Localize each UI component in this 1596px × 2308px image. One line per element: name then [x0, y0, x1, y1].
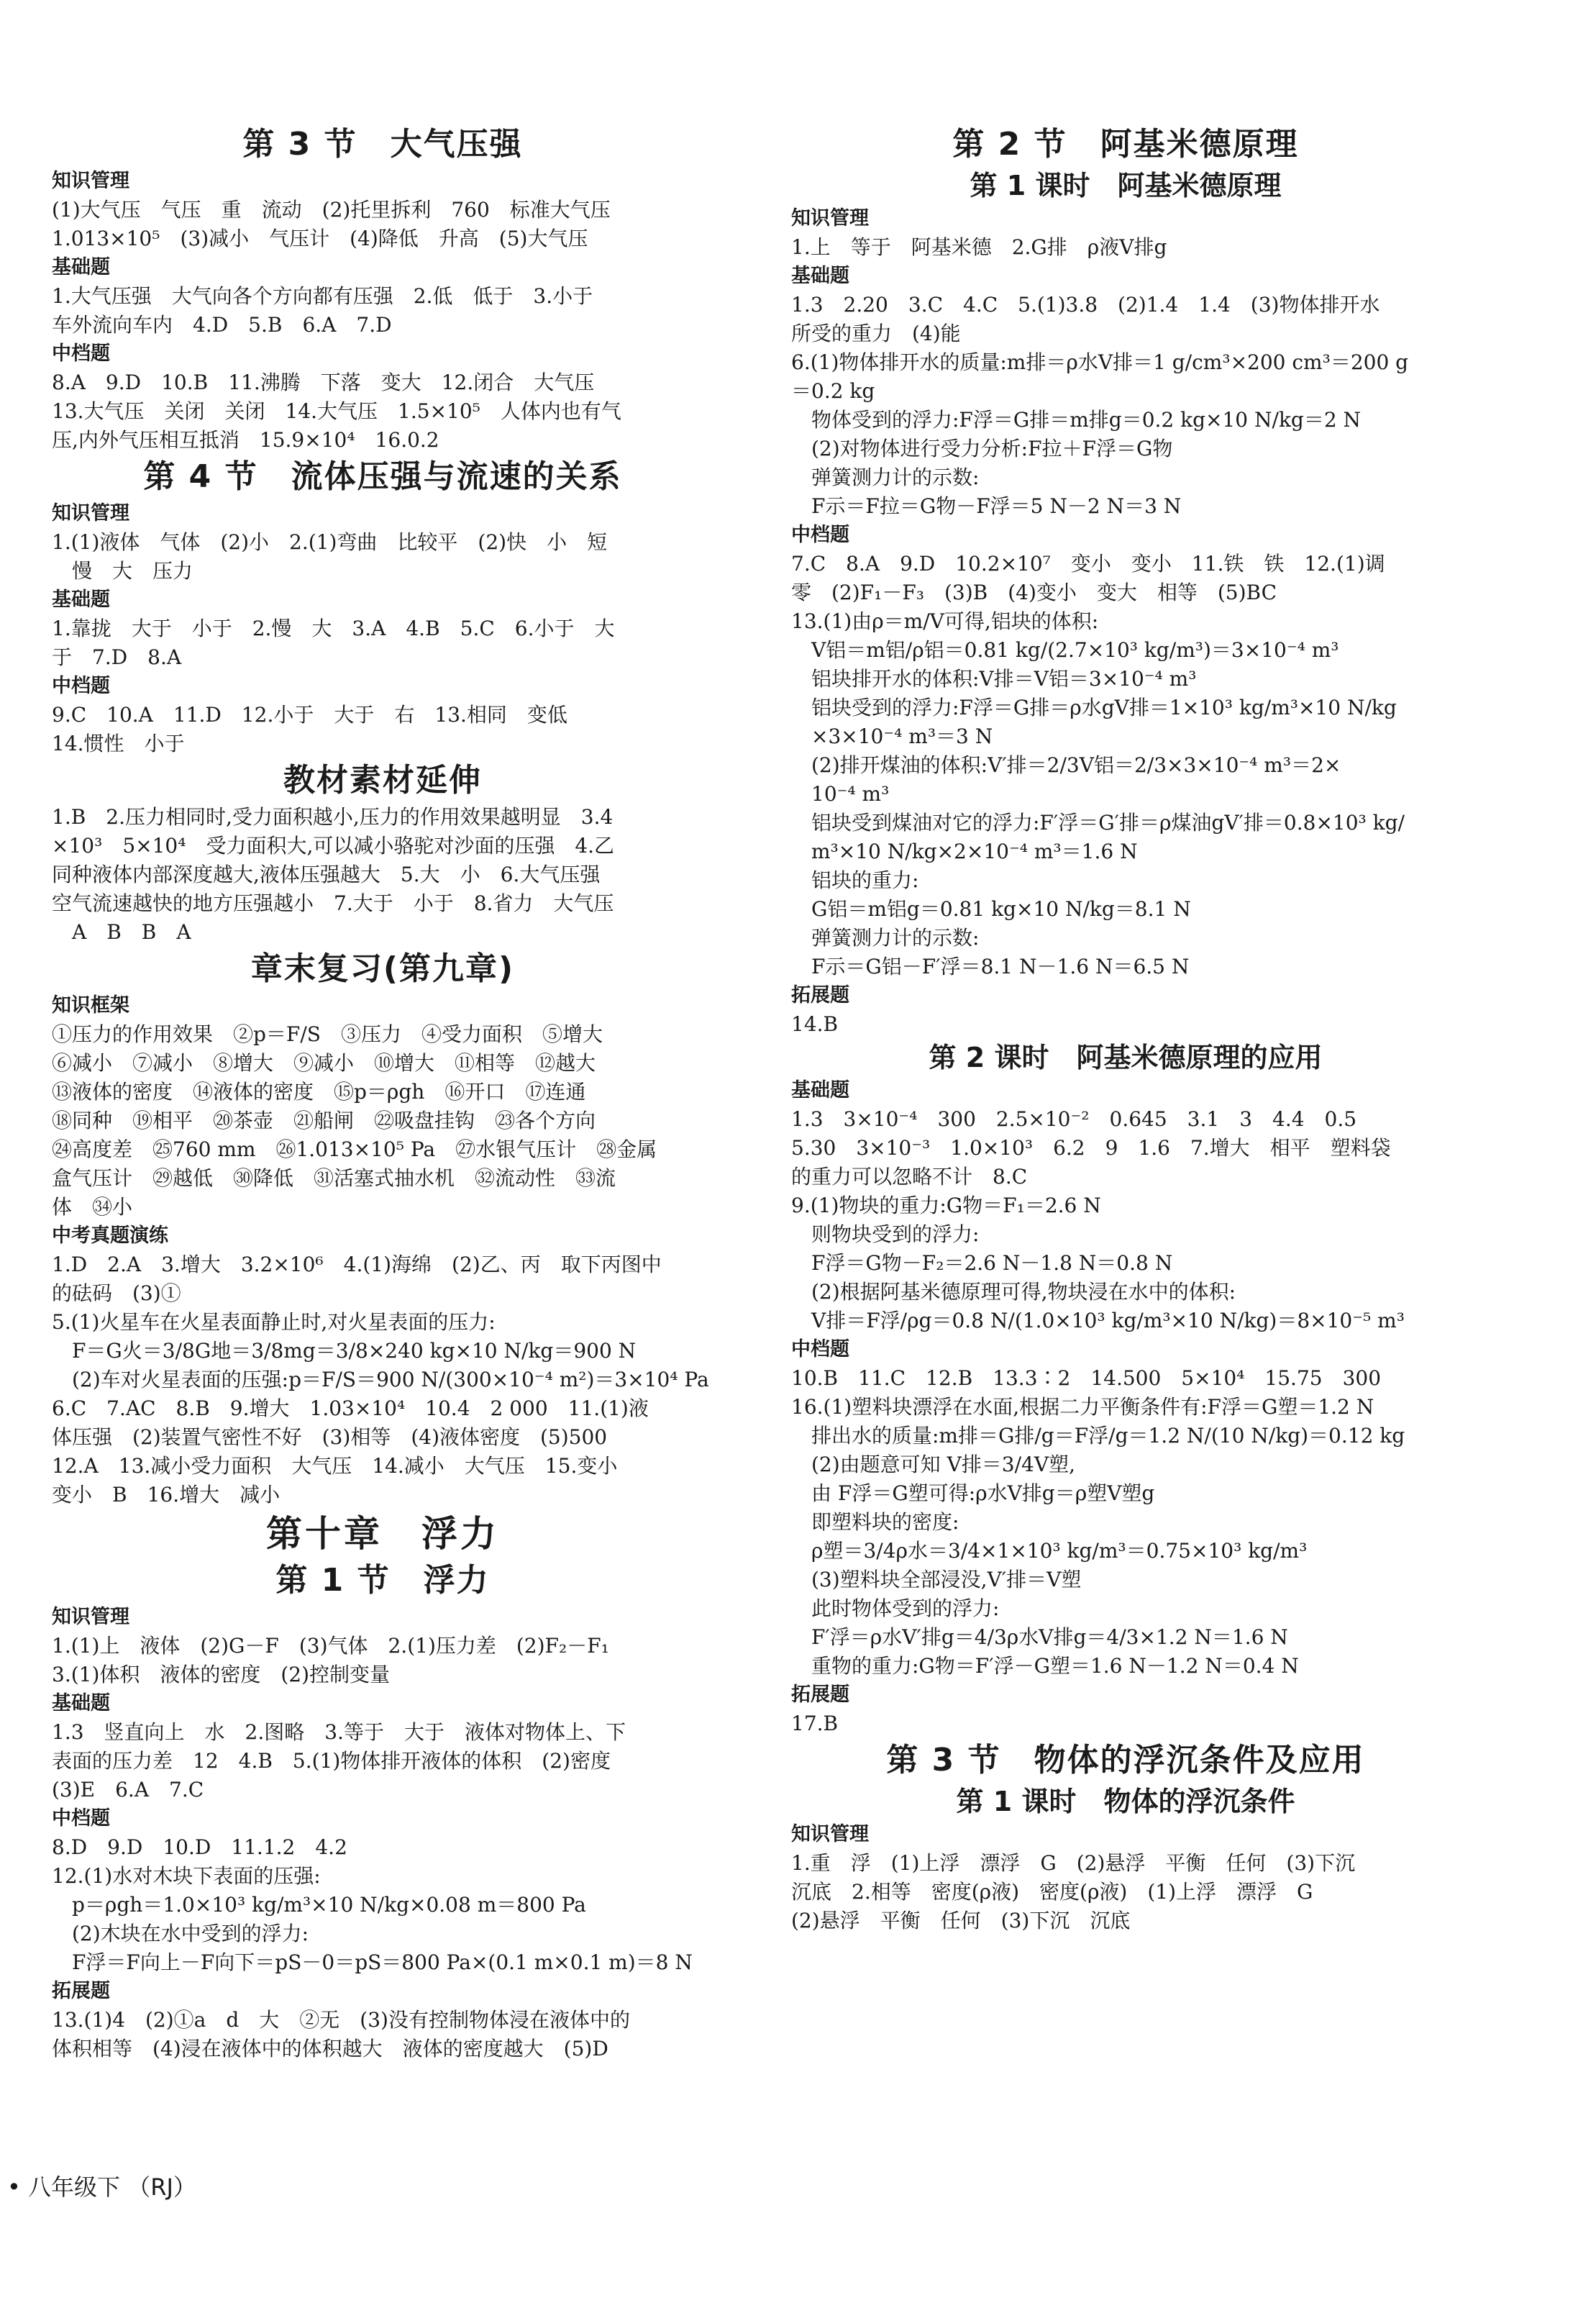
- answer-line: 1.D 2.A 3.增大 3.2×10⁶ 4.(1)海绵 (2)乙、丙 取下丙图中: [52, 1253, 662, 1276]
- answer-line: ①压力的作用效果 ②p＝F/S ③压力 ④受力面积 ⑤增大: [52, 1022, 603, 1046]
- answer-line: 3.(1)体积 液体的密度 (2)控制变量: [52, 1663, 391, 1686]
- answer-line: 物体受到的浮力:F浮＝G排＝m排g＝0.2 kg×10 N/kg＝2 N: [791, 408, 1362, 432]
- lesson-heading: 第 2 课时 阿基米德原理的应用: [929, 1042, 1323, 1073]
- category-label: 基础题: [791, 1079, 849, 1101]
- chapter-heading: 第十章 浮力: [266, 1513, 499, 1555]
- answer-line: V铝＝m铝/ρ铝＝0.81 kg/(2.7×10³ kg/m³)＝3×10⁻⁴ m³: [791, 638, 1339, 662]
- answer-line: 弹簧测力计的示数:: [791, 465, 980, 489]
- answer-line: 铝块受到的浮力:F浮＝G排＝ρ水gV排＝1×10³ kg/m³×10 N/kg: [791, 696, 1397, 719]
- answer-line: 1.(1)上 液体 (2)G－F (3)气体 2.(1)压力差 (2)F₂－F₁: [52, 1634, 609, 1658]
- answer-line: 铝块的重力:: [791, 868, 919, 892]
- answer-line: (2)根据阿基米德原理可得,物块浸在水中的体积:: [791, 1280, 1236, 1304]
- answer-line: 弹簧测力计的示数:: [791, 926, 980, 950]
- answer-line: (2)悬浮 平衡 任何 (3)下沉 沉底: [791, 1909, 1131, 1932]
- answer-line: ⑬液体的密度 ⑭液体的密度 ⑮p＝ρgh ⑯开口 ⑰连通: [52, 1080, 586, 1104]
- category-label: 知识管理: [791, 1823, 869, 1845]
- answer-line: 于 7.D 8.A: [52, 645, 182, 669]
- section-heading: 章末复习(第九章): [250, 950, 515, 987]
- answer-line: 13.(1)4 (2)①a d 大 ②无 (3)没有控制物体浸在液体中的: [52, 2008, 630, 2032]
- section-heading: 第 3 节 物体的浮沉条件及应用: [886, 1742, 1365, 1778]
- left-column: [52, 122, 713, 2063]
- answer-line: 体 ㉞小: [52, 1195, 133, 1219]
- page-footer: • 八年级下 （RJ）: [7, 2173, 196, 2201]
- answer-line: 1.(1)液体 气体 (2)小 2.(1)弯曲 比较平 (2)快 小 短: [52, 530, 608, 554]
- answer-line: (3)塑料块全部浸没,V′排＝V塑: [791, 1568, 1082, 1591]
- answer-line: ＝0.2 kg: [791, 379, 875, 403]
- answer-line: ⑱同种 ⑲相平 ⑳茶壶 ㉑船闸 ㉒吸盘挂钩 ㉓各个方向: [52, 1109, 596, 1132]
- answer-line: 体积相等 (4)浸在液体中的体积越大 液体的密度越大 (5)D: [52, 2037, 608, 2061]
- category-label: 知识框架: [52, 994, 129, 1017]
- section-heading: 第 3 节 大气压强: [242, 126, 523, 163]
- category-label: 中档题: [52, 342, 110, 365]
- category-label: 基础题: [52, 589, 110, 611]
- category-label: 中档题: [52, 675, 110, 697]
- answer-line: 变小 B 16.增大 减小: [52, 1483, 281, 1507]
- category-label: 基础题: [52, 1692, 110, 1714]
- answer-line: p＝ρgh＝1.0×10³ kg/m³×10 N/kg×0.08 m＝800 Pa: [52, 1893, 586, 1917]
- answer-line: F示＝F拉＝G物－F浮＝5 N－2 N＝3 N: [791, 494, 1182, 518]
- answer-line: ⑥减小 ⑦减小 ⑧增大 ⑨减小 ⑩增大 ⑪相等 ⑫越大: [52, 1051, 596, 1075]
- answer-line: (2)排开煤油的体积:V′排＝2/3V铝＝2/3×3×10⁻⁴ m³＝2×: [791, 753, 1341, 777]
- answer-line: F′浮＝ρ水V′排g＝4/3ρ水V排g＝4/3×1.2 N＝1.6 N: [791, 1625, 1288, 1649]
- answer-line: 同种液体内部深度越大,液体压强越大 5.大 小 6.大气压强: [52, 863, 601, 886]
- section-heading: 教材素材延伸: [283, 762, 482, 799]
- answer-line: 即塑料块的密度:: [791, 1510, 959, 1534]
- category-label: 中考真题演练: [52, 1225, 168, 1247]
- answer-line: 重物的重力:G物＝F′浮－G塑＝1.6 N－1.2 N＝0.4 N: [791, 1654, 1299, 1678]
- answer-line: 铝块排开水的体积:V排＝V铝＝3×10⁻⁴ m³: [791, 667, 1197, 691]
- lesson-heading: 第 1 课时 阿基米德原理: [970, 170, 1282, 201]
- category-label: 知识管理: [52, 1606, 129, 1628]
- answer-line: 10⁻⁴ m³: [791, 782, 890, 806]
- section-heading: 第 4 节 流体压强与流速的关系: [143, 458, 622, 495]
- answer-line: 零 (2)F₁－F₃ (3)B (4)变小 变大 相等 (5)BC: [791, 581, 1277, 604]
- right-column: [791, 122, 1460, 1935]
- category-label: 中档题: [52, 1807, 110, 1830]
- answer-line: 1.B 2.压力相同时,受力面积越小,压力的作用效果越明显 3.4: [52, 805, 614, 829]
- answer-line: G铝＝m铝g＝0.81 kg×10 N/kg＝8.1 N: [791, 897, 1191, 921]
- answer-line: (2)木块在水中受到的浮力:: [52, 1922, 309, 1945]
- answer-line: 9.C 10.A 11.D 12.小于 大于 右 13.相同 变低: [52, 703, 567, 727]
- answer-line: 13.大气压 关闭 关闭 14.大气压 1.5×10⁵ 人体内也有气: [52, 399, 621, 423]
- answer-line: 6.(1)物体排开水的质量:m排＝ρ水V排＝1 g/cm³×200 cm³＝200 g: [791, 350, 1409, 374]
- answer-line: 的砝码 (3)①: [52, 1281, 181, 1305]
- answer-line: 1.重 浮 (1)上浮 漂浮 G (2)悬浮 平衡 任何 (3)下沉: [791, 1851, 1356, 1875]
- answer-line: F示＝G铝－F′浮＝8.1 N－1.6 N＝6.5 N: [791, 955, 1190, 978]
- answer-line: A B B A: [52, 920, 191, 944]
- answer-line: 表面的压力差 12 4.B 5.(1)物体排开液体的体积 (2)密度: [52, 1749, 611, 1773]
- answer-line: m³×10 N/kg×2×10⁻⁴ m³＝1.6 N: [791, 840, 1138, 863]
- answer-line: ㉔高度差 ㉕760 mm ㉖1.013×10⁵ Pa ㉗水银气压计 ㉘金属: [52, 1137, 657, 1161]
- answer-line: 慢 大 压力: [52, 559, 193, 583]
- lesson-heading: 第 1 课时 物体的浮沉条件: [956, 1786, 1295, 1817]
- answer-line: 体压强 (2)装置气密性不好 (3)相等 (4)液体密度 (5)500: [52, 1425, 608, 1449]
- answer-line: 所受的重力 (4)能: [791, 322, 961, 345]
- answer-line: 13.(1)由ρ＝m/V可得,铝块的体积:: [791, 609, 1099, 633]
- category-label: 知识管理: [791, 207, 869, 230]
- answer-line: 盒气压计 ㉙越低 ㉚降低 ㉛活塞式抽水机 ㉜流动性 ㉝流: [52, 1166, 616, 1190]
- answer-line: 10.B 11.C 12.B 13.3∶2 14.500 5×10⁴ 15.75 300: [791, 1366, 1382, 1390]
- answer-line: 排出水的质量:m排＝G排/g＝F浮/g＝1.2 N/(10 N/kg)＝0.12 kg: [791, 1424, 1405, 1448]
- answer-line: 则物块受到的浮力:: [791, 1222, 980, 1246]
- answer-line: 1.靠拢 大于 小于 2.慢 大 3.A 4.B 5.C 6.小于 大: [52, 617, 615, 640]
- answer-line: ×10³ 5×10⁴ 受力面积大,可以减小骆驼对沙面的压强 4.乙: [52, 834, 615, 858]
- answer-line: 铝块受到煤油对它的浮力:F′浮＝G′排＝ρ煤油gV′排＝0.8×10³ kg/: [791, 811, 1405, 835]
- category-label: 基础题: [52, 256, 110, 278]
- answer-line: 由 F浮＝G塑可得:ρ水V排g＝ρ塑V塑g: [791, 1481, 1155, 1505]
- answer-line: 5.(1)火星车在火星表面静止时,对火星表面的压力:: [52, 1310, 496, 1334]
- answer-line: 此时物体受到的浮力:: [791, 1596, 1000, 1620]
- answer-line: (3)E 6.A 7.C: [52, 1778, 204, 1802]
- answer-line: 1.大气压强 大气向各个方向都有压强 2.低 低于 3.小于: [52, 284, 593, 308]
- answer-line: F浮＝F向上－F向下＝pS－0＝pS＝800 Pa×(0.1 m×0.1 m)＝8 N: [52, 1950, 693, 1974]
- answer-line: 6.C 7.AC 8.B 9.增大 1.03×10⁴ 10.4 2 000 11.(1)液: [52, 1396, 649, 1420]
- answer-line: (2)对物体进行受力分析:F拉＋F浮＝G物: [791, 437, 1173, 460]
- answer-line: 车外流向车内 4.D 5.B 6.A 7.D: [52, 313, 392, 337]
- answer-line: 沉底 2.相等 密度(ρ液) 密度(ρ液) (1)上浮 漂浮 G: [791, 1880, 1313, 1904]
- category-label: 中档题: [791, 1338, 849, 1360]
- answer-line: (2)由题意可知 V排＝3/4V塑,: [791, 1453, 1075, 1476]
- answer-line: 8.A 9.D 10.B 11.沸腾 下落 变大 12.闭合 大气压: [52, 371, 595, 394]
- category-label: 中档题: [791, 524, 849, 546]
- answer-line: 1.3 2.20 3.C 4.C 5.(1)3.8 (2)1.4 1.4 (3)物体排开水: [791, 293, 1380, 317]
- answer-line: 5.30 3×10⁻³ 1.0×10³ 6.2 9 1.6 7.增大 相平 塑料袋: [791, 1136, 1391, 1160]
- answer-line: 压,内外气压相互抵消 15.9×10⁴ 16.0.2: [52, 428, 439, 452]
- answer-line: F＝G火＝3/8G地＝3/8mg＝3/8×240 kg×10 N/kg＝900 N: [52, 1339, 637, 1363]
- category-label: 知识管理: [52, 170, 129, 192]
- answer-line: F浮＝G物－F₂＝2.6 N－1.8 N＝0.8 N: [791, 1251, 1173, 1275]
- answer-line: 12.A 13.减小受力面积 大气压 14.减小 大气压 15.变小: [52, 1454, 618, 1478]
- answer-line: 8.D 9.D 10.D 11.1.2 4.2: [52, 1835, 347, 1859]
- section-heading: 第 2 节 阿基米德原理: [952, 126, 1299, 163]
- category-label: 基础题: [791, 265, 849, 287]
- answer-line: V排＝F浮/ρg＝0.8 N/(1.0×10³ kg/m³×10 N/kg)＝8×10⁻⁵ m³: [791, 1309, 1405, 1332]
- category-label: 拓展题: [791, 984, 849, 1007]
- answer-line: 14.惯性 小于: [52, 732, 185, 755]
- section-heading: 第 1 节 浮力: [275, 1562, 490, 1599]
- answer-line: 1.3 3×10⁻⁴ 300 2.5×10⁻² 0.645 3.1 3 4.4 0.5: [791, 1107, 1357, 1131]
- answer-line: 14.B: [791, 1012, 839, 1036]
- answer-line: 1.上 等于 阿基米德 2.G排 ρ液V排g: [791, 235, 1167, 259]
- answer-line: (1)大气压 气压 重 流动 (2)托里拆利 760 标准大气压: [52, 198, 611, 222]
- answer-line: ρ塑＝3/4ρ水＝3/4×1×10³ kg/m³＝0.75×10³ kg/m³: [791, 1539, 1308, 1563]
- answer-line: 的重力可以忽略不计 8.C: [791, 1165, 1028, 1189]
- answer-line: 7.C 8.A 9.D 10.2×10⁷ 变小 变小 11.铁 铁 12.(1)调: [791, 552, 1385, 576]
- answer-line: 17.B: [791, 1712, 839, 1735]
- answer-line: (2)车对火星表面的压强:p＝F/S＝900 N/(300×10⁻⁴ m²)＝3×10⁴ Pa: [52, 1368, 709, 1391]
- category-label: 知识管理: [52, 502, 129, 524]
- answer-line: 1.013×10⁵ (3)减小 气压计 (4)降低 升高 (5)大气压: [52, 227, 588, 250]
- answer-line: 空气流速越快的地方压强越小 7.大于 小于 8.省力 大气压: [52, 891, 614, 915]
- category-label: 拓展题: [791, 1684, 849, 1706]
- answer-line: 9.(1)物块的重力:G物＝F₁＝2.6 N: [791, 1194, 1101, 1217]
- answer-line: 16.(1)塑料块漂浮在水面,根据二力平衡条件有:F浮＝G塑＝1.2 N: [791, 1395, 1374, 1419]
- answer-line: 12.(1)水对木块下表面的压强:: [52, 1864, 321, 1888]
- answer-line: 1.3 竖直向上 水 2.图略 3.等于 大于 液体对物体上、下: [52, 1720, 626, 1744]
- category-label: 拓展题: [52, 1980, 110, 2002]
- answer-line: ×3×10⁻⁴ m³＝3 N: [791, 724, 993, 748]
